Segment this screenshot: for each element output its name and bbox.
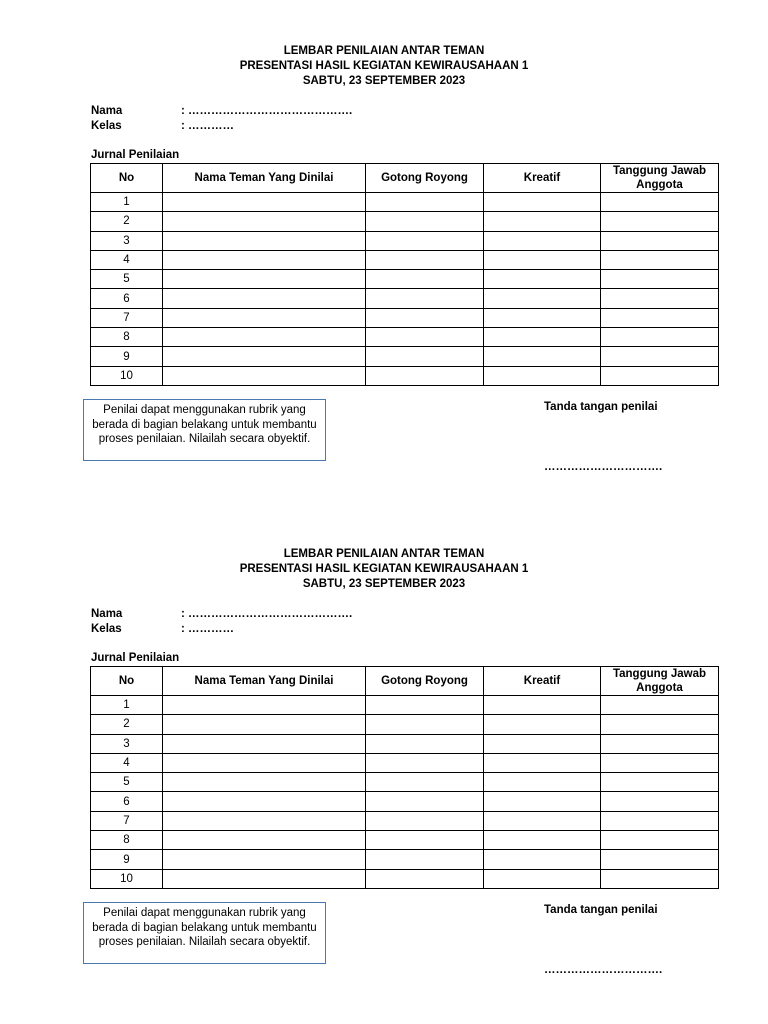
kreatif-cell[interactable] (484, 250, 601, 269)
gotong-royong-cell[interactable] (366, 270, 484, 289)
table-header-row (91, 667, 719, 696)
gotong-royong-cell[interactable] (366, 193, 484, 212)
row-number: 4 (91, 753, 163, 772)
table-row (91, 212, 719, 231)
table-row (91, 289, 719, 308)
signature-line: …………………………. (544, 964, 663, 976)
gotong-royong-cell[interactable] (366, 831, 484, 850)
instruction-note: Penilai dapat menggunakan rubrik yang berada di bagian belakang untuk membantu proses penilaian. Nilailah secara obyektif. (83, 399, 326, 461)
nama-row (91, 607, 352, 622)
tanggung-jawab-cell[interactable] (601, 347, 719, 366)
table-row (91, 811, 719, 830)
name-cell[interactable] (163, 212, 366, 231)
tanggung-jawab-cell[interactable] (601, 231, 719, 250)
tanggung-jawab-cell[interactable] (601, 289, 719, 308)
name-cell[interactable] (163, 193, 366, 212)
tanggung-jawab-cell[interactable] (601, 831, 719, 850)
row-number: 1 (91, 193, 163, 212)
header-gotong-royong: Gotong Royong (366, 667, 484, 696)
gotong-royong-cell[interactable] (366, 347, 484, 366)
kelas-field: : ………… (181, 120, 235, 132)
kreatif-cell[interactable] (484, 831, 601, 850)
gotong-royong-cell[interactable] (366, 811, 484, 830)
journal-label: Jurnal Penilaian (91, 149, 180, 161)
name-cell[interactable] (163, 773, 366, 792)
kelas-label: Kelas (91, 623, 122, 635)
name-cell[interactable] (163, 366, 366, 385)
title-line-2: PRESENTASI HASIL KEGIATAN KEWIRAUSAHAAN 1 (239, 563, 529, 575)
tanggung-jawab-cell[interactable] (601, 696, 719, 715)
row-number: 9 (91, 850, 163, 869)
header-no: No (91, 164, 163, 193)
name-cell[interactable] (163, 850, 366, 869)
signature-line: …………………………. (544, 461, 663, 473)
name-cell[interactable] (163, 753, 366, 772)
gotong-royong-cell[interactable] (366, 231, 484, 250)
kreatif-cell[interactable] (484, 792, 601, 811)
tanggung-jawab-cell[interactable] (601, 308, 719, 327)
nama-field: : ……………………………………. (181, 105, 353, 117)
name-cell[interactable] (163, 231, 366, 250)
kelas-label: Kelas (91, 120, 122, 132)
tanggung-jawab-cell[interactable] (601, 734, 719, 753)
name-cell[interactable] (163, 792, 366, 811)
tanggung-jawab-cell[interactable] (601, 250, 719, 269)
assessment-table (90, 666, 719, 889)
tanggung-jawab-cell[interactable] (601, 270, 719, 289)
row-number: 6 (91, 792, 163, 811)
row-number: 2 (91, 212, 163, 231)
tanggung-jawab-cell[interactable] (601, 773, 719, 792)
row-number: 8 (91, 328, 163, 347)
assessment-sheet-1 (0, 0, 768, 480)
assessment-sheet-2 (0, 503, 768, 983)
tanggung-jawab-cell[interactable] (601, 193, 719, 212)
tanggung-jawab-cell[interactable] (601, 811, 719, 830)
kreatif-cell[interactable] (484, 696, 601, 715)
name-cell[interactable] (163, 250, 366, 269)
nama-label: Nama (91, 105, 123, 117)
kreatif-cell[interactable] (484, 308, 601, 327)
gotong-royong-cell[interactable] (366, 773, 484, 792)
header-tanggung-jawab: Tanggung Jawab Anggota (601, 164, 719, 193)
table-row (91, 792, 719, 811)
row-number: 8 (91, 831, 163, 850)
kreatif-cell[interactable] (484, 270, 601, 289)
name-cell[interactable] (163, 869, 366, 888)
table-row (91, 366, 719, 385)
instruction-note: Penilai dapat menggunakan rubrik yang berada di bagian belakang untuk membantu proses penilaian. Nilailah secara obyektif. (83, 902, 326, 964)
tanggung-jawab-cell[interactable] (601, 753, 719, 772)
gotong-royong-cell[interactable] (366, 792, 484, 811)
title-line-3: SABTU, 23 SEPTEMBER 2023 (302, 578, 466, 590)
tanggung-jawab-cell[interactable] (601, 212, 719, 231)
row-number: 5 (91, 270, 163, 289)
row-number: 6 (91, 289, 163, 308)
identity-block (91, 607, 352, 637)
gotong-royong-cell[interactable] (366, 212, 484, 231)
title-line-2: PRESENTASI HASIL KEGIATAN KEWIRAUSAHAAN 1 (239, 60, 529, 72)
table-row (91, 850, 719, 869)
kelas-row (91, 119, 352, 134)
gotong-royong-cell[interactable] (366, 289, 484, 308)
kreatif-cell[interactable] (484, 231, 601, 250)
name-cell[interactable] (163, 831, 366, 850)
gotong-royong-cell[interactable] (366, 850, 484, 869)
row-number: 9 (91, 347, 163, 366)
row-number: 10 (91, 869, 163, 888)
identity-block (91, 104, 352, 134)
name-cell[interactable] (163, 270, 366, 289)
kreatif-cell[interactable] (484, 869, 601, 888)
kelas-row (91, 622, 352, 637)
gotong-royong-cell[interactable] (366, 715, 484, 734)
table-row (91, 715, 719, 734)
tanggung-jawab-cell[interactable] (601, 366, 719, 385)
row-number: 7 (91, 811, 163, 830)
header-kreatif: Kreatif (484, 667, 601, 696)
kreatif-cell[interactable] (484, 289, 601, 308)
header-nama-teman: Nama Teman Yang Dinilai (163, 667, 366, 696)
name-cell[interactable] (163, 328, 366, 347)
row-number: 2 (91, 715, 163, 734)
sheet-title (0, 44, 768, 89)
table-row (91, 869, 719, 888)
tanggung-jawab-cell[interactable] (601, 869, 719, 888)
nama-row (91, 104, 352, 119)
kreatif-cell[interactable] (484, 212, 601, 231)
kreatif-cell[interactable] (484, 850, 601, 869)
kreatif-cell[interactable] (484, 347, 601, 366)
gotong-royong-cell[interactable] (366, 250, 484, 269)
row-number: 3 (91, 231, 163, 250)
name-cell[interactable] (163, 696, 366, 715)
row-number: 5 (91, 773, 163, 792)
header-tanggung-jawab: Tanggung Jawab Anggota (601, 667, 719, 696)
name-cell[interactable] (163, 347, 366, 366)
gotong-royong-cell[interactable] (366, 696, 484, 715)
header-nama-teman: Nama Teman Yang Dinilai (163, 164, 366, 193)
table-row (91, 773, 719, 792)
tanggung-jawab-cell[interactable] (601, 328, 719, 347)
signature-label: Tanda tangan penilai (544, 401, 658, 413)
sheet-title (0, 547, 768, 592)
tanggung-jawab-cell[interactable] (601, 715, 719, 734)
journal-label: Jurnal Penilaian (91, 652, 180, 664)
table-row (91, 328, 719, 347)
table-row (91, 831, 719, 850)
table-row (91, 250, 719, 269)
row-number: 7 (91, 308, 163, 327)
table-row (91, 193, 719, 212)
title-line-1: LEMBAR PENILAIAN ANTAR TEMAN (283, 548, 485, 560)
signature-label: Tanda tangan penilai (544, 904, 658, 916)
gotong-royong-cell[interactable] (366, 869, 484, 888)
header-kreatif: Kreatif (484, 164, 601, 193)
gotong-royong-cell[interactable] (366, 308, 484, 327)
kreatif-cell[interactable] (484, 753, 601, 772)
nama-label: Nama (91, 608, 123, 620)
table-row (91, 231, 719, 250)
row-number: 4 (91, 250, 163, 269)
name-cell[interactable] (163, 289, 366, 308)
row-number: 10 (91, 366, 163, 385)
kreatif-cell[interactable] (484, 811, 601, 830)
table-row (91, 347, 719, 366)
kelas-field: : ………… (181, 623, 235, 635)
header-gotong-royong: Gotong Royong (366, 164, 484, 193)
kreatif-cell[interactable] (484, 773, 601, 792)
kreatif-cell[interactable] (484, 328, 601, 347)
table-header-row (91, 164, 719, 193)
name-cell[interactable] (163, 734, 366, 753)
title-line-1: LEMBAR PENILAIAN ANTAR TEMAN (283, 45, 485, 57)
row-number: 3 (91, 734, 163, 753)
table-row (91, 734, 719, 753)
gotong-royong-cell[interactable] (366, 328, 484, 347)
tanggung-jawab-cell[interactable] (601, 850, 719, 869)
nama-field: : ……………………………………. (181, 608, 353, 620)
kreatif-cell[interactable] (484, 734, 601, 753)
gotong-royong-cell[interactable] (366, 753, 484, 772)
assessment-table (90, 163, 719, 386)
tanggung-jawab-cell[interactable] (601, 792, 719, 811)
gotong-royong-cell[interactable] (366, 734, 484, 753)
kreatif-cell[interactable] (484, 193, 601, 212)
gotong-royong-cell[interactable] (366, 366, 484, 385)
kreatif-cell[interactable] (484, 715, 601, 734)
table-row (91, 270, 719, 289)
name-cell[interactable] (163, 715, 366, 734)
name-cell[interactable] (163, 308, 366, 327)
table-row (91, 696, 719, 715)
table-row (91, 308, 719, 327)
title-line-3: SABTU, 23 SEPTEMBER 2023 (302, 75, 466, 87)
header-no: No (91, 667, 163, 696)
kreatif-cell[interactable] (484, 366, 601, 385)
table-row (91, 753, 719, 772)
row-number: 1 (91, 696, 163, 715)
name-cell[interactable] (163, 811, 366, 830)
